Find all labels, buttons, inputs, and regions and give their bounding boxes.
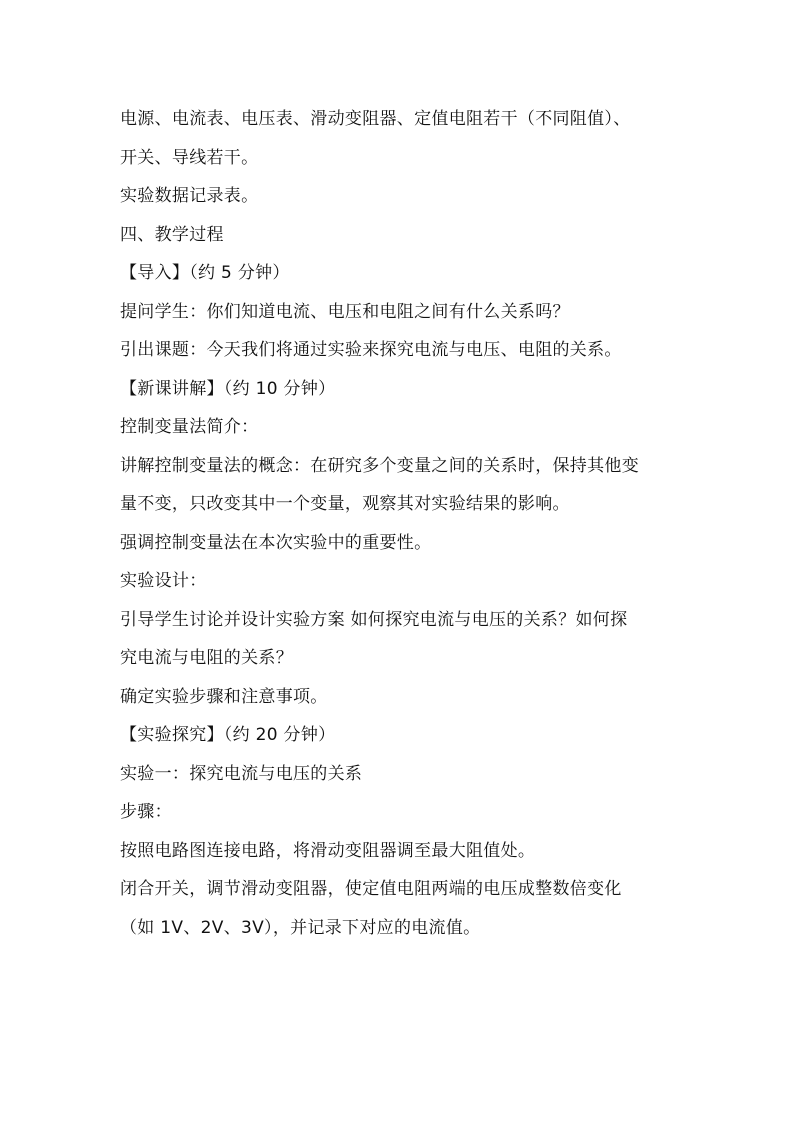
text-line-record-table: 实验数据记录表。 <box>120 186 259 206</box>
text-line-materials-2: 开关、导线若干。 <box>120 147 259 168</box>
text-line-question: 提问学生：你们知道电流、电压和电阻之间有什么关系吗？ <box>120 301 570 322</box>
section-heading-teaching-process: 四、教学过程 <box>120 224 224 245</box>
text-line-guide-1: 引导学生讨论并设计实验方案 如何探究电流与电压的关系？如何探 <box>120 609 628 630</box>
subheading-introduction: 【导入】（约 5 分钟） <box>120 263 290 283</box>
text-line-control-variable-intro: 控制变量法简介： <box>120 417 259 437</box>
text-line-guide-2: 究电流与电阻的关系？ <box>120 648 293 668</box>
text-line-steps-label: 步骤： <box>120 802 172 822</box>
text-line-concept-1: 讲解控制变量法的概念：在研究多个变量之间的关系时，保持其他变 <box>120 455 639 476</box>
text-line-step-adjust-2: （如 1V、2V、3V），并记录下对应的电流值。 <box>120 917 481 938</box>
text-line-materials-1: 电源、电流表、电压表、滑动变阻器、定值电阻若干（不同阻值）、 <box>120 109 631 129</box>
text-line-steps-notes: 确定实验步骤和注意事项。 <box>120 686 328 707</box>
subheading-experiment: 【实验探究】（约 20 分钟） <box>120 725 336 745</box>
document-body <box>120 100 680 947</box>
text-line-experiment-one: 实验一：探究电流与电压的关系 <box>120 763 363 784</box>
text-line-concept-2: 量不变，只改变其中一个变量，观察其对实验结果的影响。 <box>120 494 570 514</box>
text-line-step-adjust-1: 闭合开关，调节滑动变阻器，使定值电阻两端的电压成整数倍变化 <box>120 879 622 899</box>
text-line-topic: 引出课题：今天我们将通过实验来探究电流与电压、电阻的关系。 <box>120 340 622 360</box>
subheading-new-lesson: 【新课讲解】（约 10 分钟） <box>120 378 336 399</box>
text-line-experiment-design: 实验设计： <box>120 571 207 591</box>
text-line-step-connect: 按照电路图连接电路，将滑动变阻器调至最大阻值处。 <box>120 840 536 861</box>
text-line-emphasis: 强调控制变量法在本次实验中的重要性。 <box>120 532 432 553</box>
